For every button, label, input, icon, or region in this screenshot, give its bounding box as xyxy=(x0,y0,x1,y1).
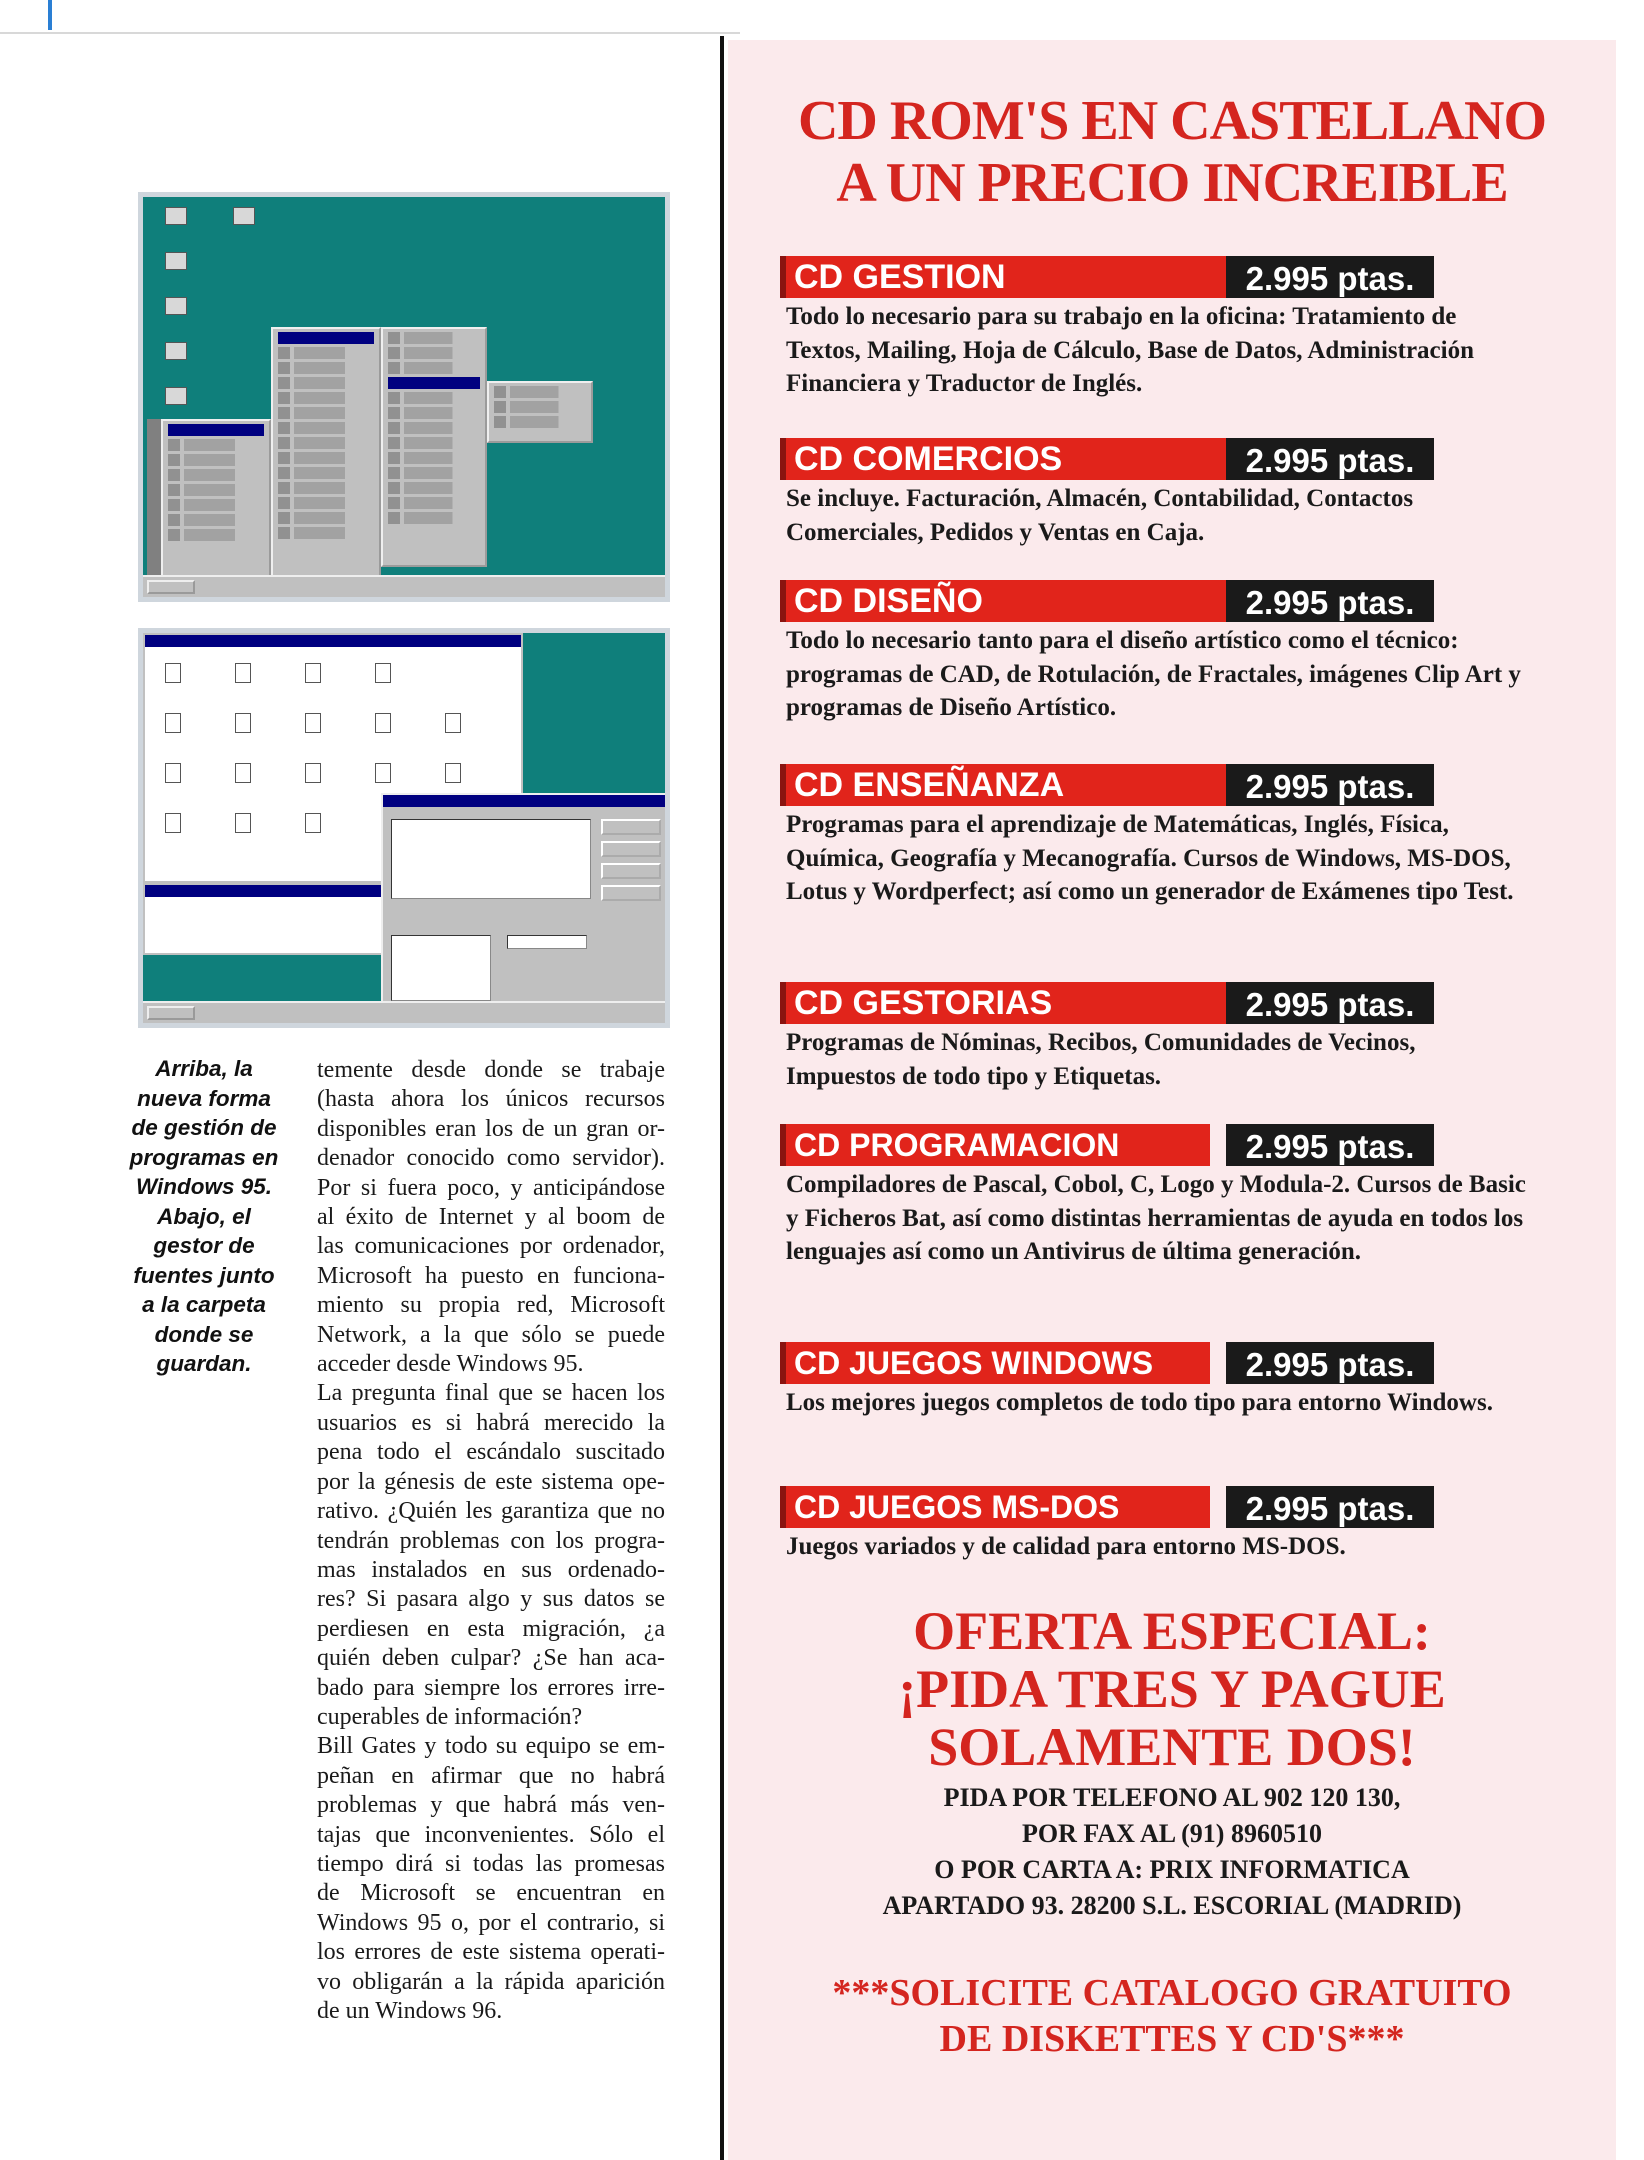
order-contact: PIDA POR TELEFONO AL 902 120 130, POR FAX AL (91) 8960510 O POR CARTA A: PRIX INFORMATICA APARTADO 93. 28200 S.L. ESCORIAL (MADRID) xyxy=(882,1783,1462,1920)
programs-menu xyxy=(271,327,381,587)
multimedia-menu xyxy=(487,381,593,443)
top-rule xyxy=(0,32,740,34)
product-name: CD GESTORIAS xyxy=(780,982,1226,1024)
screenshot-font-manager xyxy=(138,628,670,1028)
start-button-2 xyxy=(147,1006,195,1020)
product-name: CD PROGRAMACION xyxy=(780,1124,1210,1166)
product-price: 2.995 ptas. xyxy=(1226,1342,1434,1384)
product-price: 2.995 ptas. xyxy=(1226,438,1434,480)
ad-headline: CD ROM'S EN CASTELLANO A UN PRECIO INCREIBLE xyxy=(797,90,1547,214)
product-description: Todo lo necesario tanto para el diseño artístico como el técnico: programas de CAD, de Rotulación, de Fractales, imágenes Clip Art y programas de Diseño Artístico. xyxy=(786,627,1521,721)
product-name: CD GESTION xyxy=(780,256,1226,298)
product-description: Juegos variados y de calidad para entorno MS-DOS. xyxy=(786,1533,1346,1560)
figure-caption: Arriba, la nueva forma de gestión de programas en Windows 95. Abajo, el gestor de fuentes junto a la carpeta donde se guardan. xyxy=(129,1056,279,1376)
product-name: CD COMERCIOS xyxy=(780,438,1226,480)
column-divider xyxy=(720,36,724,2160)
cdrom-advertisement xyxy=(728,40,1616,2160)
product-description: Programas para el aprendizaje de Matemáticas, Inglés, Física, Química, Geografía y Mecanografía. Cursos de Windows, MS-DOS, Lotus y Wordperfect; así como un generador de Exámenes tipo Test. xyxy=(786,811,1514,905)
control-panel-window xyxy=(143,883,383,955)
special-offer: OFERTA ESPECIAL: ¡PIDA TRES Y PAGUE SOLAMENTE DOS! xyxy=(898,1601,1446,1777)
product-description: Programas de Nóminas, Recibos, Comunidades de Vecinos, Impuestos de todo tipo y Etiquetas. xyxy=(786,1029,1416,1090)
accessories-menu xyxy=(381,327,487,567)
taskbar xyxy=(143,575,665,597)
product-description: Todo lo necesario para su trabajo en la oficina: Tratamiento de Textos, Mailing, Hoja de Cálculo, Base de Datos, Administración Financiera y Traductor de Inglés. xyxy=(786,303,1474,397)
product-price: 2.995 ptas. xyxy=(1226,580,1434,622)
free-catalog-notice: ***SOLICITE CATALOGO GRATUITO DE DISKETTES Y CD'S*** xyxy=(832,1972,1512,2060)
product-description: Se incluye. Facturación, Almacén, Contabilidad, Contactos Comerciales, Pedidos y Ventas en Caja. xyxy=(786,485,1414,546)
page-edge-mark xyxy=(48,0,52,30)
my-computer-icon xyxy=(165,207,187,225)
start-menu xyxy=(161,419,271,581)
recycle-bin-icon xyxy=(165,297,187,315)
start-menu-banner xyxy=(147,419,161,579)
inbox-icon xyxy=(165,342,187,360)
product-price: 2.995 ptas. xyxy=(1226,256,1434,298)
product-price: 2.995 ptas. xyxy=(1226,1486,1434,1528)
add-fonts-dialog xyxy=(381,793,670,1008)
article-body: temente desde donde se trabaje (hasta ahora los únicos recursos disponibles eran los de un gran or- denador conocido como servidor). Por si fuera poco, y anticipándose al éxito de Internet y al boom de las comunicaciones por ordenador, Microsoft ha puesto en funciona- miento su propia red, Microsoft Network, a la que sólo se puede acceder desde Windows 95. La pregunta final que se hacen los usuarios es si habrá merecido la pena todo el escándalo suscitado por la génesis de este sistema ope- rativo. ¿Quién les garantiza que no tendrán problemas con los progra- mas instalados en sus ordenado- res? Si pasara algo y sus datos se perdiesen en esta migración, ¿a quién deben culpar? ¿Se han aca- bado para siempre los errores irre- cuperables de información? Bill Gates y todo su equipo se em- peñan en afirmar que no habrá problemas y que habrá más ven- tajas que inconvenientes. Sólo el tiempo dirá si todas las promesas de Microsoft se encuentran en Windows 95 o, por el contrario, si los errores de este sistema operati- vo obligarán a la rápida aparición de un Windows 96. xyxy=(317,1057,665,2024)
start-button xyxy=(147,580,195,594)
product-price: 2.995 ptas. xyxy=(1226,764,1434,806)
screenshot-start-menu xyxy=(138,192,670,602)
desktop-icon xyxy=(233,207,255,225)
product-description: Los mejores juegos completos de todo tipo para entorno Windows. xyxy=(786,1389,1493,1416)
msn-icon xyxy=(165,387,187,405)
product-name: CD JUEGOS WINDOWS xyxy=(780,1342,1210,1384)
network-icon xyxy=(165,252,187,270)
product-name: CD DISEÑO xyxy=(780,580,1226,622)
product-name: CD ENSEÑANZA xyxy=(780,764,1226,806)
product-description: Compiladores de Pascal, Cobol, C, Logo y Modula-2. Cursos de Basic y Ficheros Bat, así como distintas herramientas de ayuda en todos los lenguajes así como un Antivirus de última generación. xyxy=(786,1171,1526,1265)
taskbar-2 xyxy=(143,1001,665,1023)
product-name: CD JUEGOS MS-DOS xyxy=(780,1486,1210,1528)
product-price: 2.995 ptas. xyxy=(1226,982,1434,1024)
product-price: 2.995 ptas. xyxy=(1226,1124,1434,1166)
